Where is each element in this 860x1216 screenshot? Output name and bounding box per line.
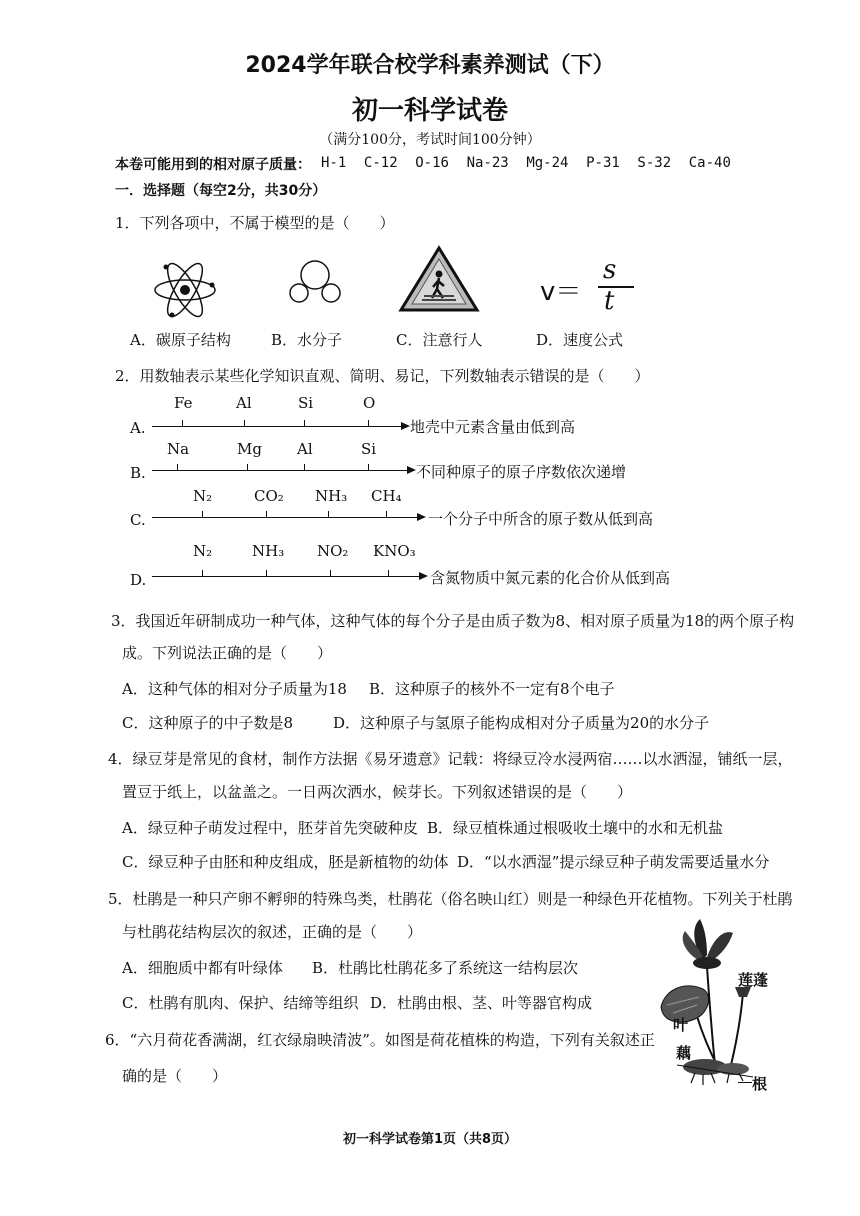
question-4-stem-line2: 置豆于纸上，以盆盖之。一日两次洒水，候芽长。下列叙述错误的是（ ）	[122, 783, 633, 801]
option-4a: A．绿豆种子萌发过程中，胚芽首先突破种皮	[122, 819, 418, 837]
axis-b-label: Mg	[237, 440, 262, 458]
option-5c: C．杜鹃有肌肉、保护、结缔等组织	[122, 994, 359, 1012]
carbon-atom-figure	[150, 255, 220, 325]
lotus-root-pointer	[738, 1082, 752, 1083]
pedestrian-warning-sign-figure	[398, 245, 480, 313]
question-4-stem-line1: 4．绿豆芽是常见的食材，制作方法据《易牙遗意》记载：将绿豆冷水浸两宿……以水洒湿，铺纸一层，	[108, 750, 793, 768]
axis-a-label: O	[363, 394, 376, 412]
option-5b: B．杜鹃比杜鹃花多了系统这一结构层次	[312, 959, 579, 977]
axis-a-label: Fe	[174, 394, 193, 412]
option-1b: B．水分子	[271, 331, 343, 349]
atomic-masses-label: 本卷可能用到的相对原子质量：	[115, 157, 311, 173]
atomic-mass: O-16	[415, 155, 449, 171]
question-3-stem-line1: 3．我国近年研制成功一种气体，这种气体的每个分子是由质子数为8、相对原子质量为18的两个原子构	[111, 612, 795, 630]
lotus-label-rhizome: 藕	[676, 1044, 692, 1062]
axis-c-label: CO₂	[254, 487, 284, 505]
section-heading: 一．选择题（每空2分，共30分）	[115, 183, 327, 199]
velocity-formula-numerator: s	[603, 255, 617, 285]
option-1d: D．速度公式	[536, 331, 624, 349]
option-3b: B．这种原子的核外不一定有8个电子	[369, 680, 615, 698]
option-3d: D．这种原子与氢原子能构成相对分子质量为20的水分子	[333, 714, 710, 732]
atomic-mass: Mg-24	[526, 155, 569, 171]
axis-d-label: N₂	[193, 542, 213, 560]
lotus-label-leaf: 叶	[673, 1016, 689, 1034]
exam-note: （满分100分，考试时间100分钟）	[319, 132, 541, 148]
option-1c: C．注意行人	[396, 331, 483, 349]
option-3a: A．这种气体的相对分子质量为18	[122, 680, 347, 698]
number-axis-c	[152, 517, 418, 518]
lotus-label-root: 根	[752, 1075, 768, 1093]
option-4d: D．“以水洒湿”提示绿豆种子萌发需要适量水分	[457, 853, 770, 871]
axis-b-label: Na	[167, 440, 190, 458]
number-axis-d	[152, 576, 420, 577]
option-1a: A．碳原子结构	[130, 331, 231, 349]
question-5-stem-line2: 与杜鹃花结构层次的叙述，正确的是（ ）	[122, 923, 423, 941]
axis-c-label: N₂	[193, 487, 213, 505]
axis-c-letter: C.	[130, 511, 146, 529]
number-axis-b	[152, 470, 408, 471]
option-5d: D．杜鹃由根、茎、叶等器官构成	[370, 994, 593, 1012]
axis-d-letter: D.	[130, 571, 147, 589]
axis-b-label: Si	[361, 440, 377, 458]
option-4c: C．绿豆种子由胚和种皮组成，胚是新植物的幼体	[122, 853, 449, 871]
axis-c-caption: 一个分子中所含的原子数从低到高	[428, 510, 654, 528]
question-6-stem-line2: 确的是（ ）	[122, 1067, 228, 1085]
axis-a-letter: A.	[130, 419, 146, 437]
axis-b-caption: 不同种原子的原子序数依次递增	[416, 463, 627, 481]
axis-a-label: Al	[236, 394, 252, 412]
axis-c-label: CH₄	[371, 487, 402, 505]
question-5-stem-line1: 5．杜鹃是一种只产卵不孵卵的特殊鸟类，杜鹃花（俗名映山红）则是一种绿色开花植物。下列关于杜鹃	[108, 890, 793, 908]
page-footer: 初一科学试卷第1页（共8页）	[342, 1132, 518, 1147]
atomic-mass: P-31	[586, 155, 620, 171]
question-2-stem: 2．用数轴表示某些化学知识直观、简明、易记，下列数轴表示错误的是（ ）	[115, 367, 650, 385]
axis-c-label: NH₃	[315, 487, 348, 505]
axis-d-label: NH₃	[252, 542, 285, 560]
axis-a-caption: 地壳中元素含量由低到高	[410, 418, 576, 436]
axis-d-label: KNO₃	[373, 542, 416, 560]
option-3c: C．这种原子的中子数是8	[122, 714, 294, 732]
number-axis-a	[152, 426, 402, 427]
atomic-masses-list	[321, 155, 731, 171]
atomic-mass: Ca-40	[688, 155, 731, 171]
atomic-mass: H-1	[321, 155, 347, 171]
option-4b: B．绿豆植株通过根吸收土壤中的水和无机盐	[427, 819, 724, 837]
lotus-label-seedpod: 莲蓬	[738, 971, 769, 989]
lotus-plant-figure	[655, 915, 775, 1087]
axis-a-label: Si	[298, 394, 314, 412]
option-5a: A．细胞质中都有叶绿体	[122, 959, 283, 977]
axis-d-caption: 含氮物质中氮元素的化合价从低到高	[430, 569, 671, 587]
question-3-stem-line2: 成。下列说法正确的是（ ）	[122, 644, 333, 662]
velocity-formula-lhs: v＝	[540, 277, 582, 307]
atomic-mass: C-12	[363, 155, 398, 171]
question-1-stem: 1．下列各项中，不属于模型的是（ ）	[115, 214, 395, 232]
exam-title: 2024学年联合校学科素养测试（下）	[245, 53, 615, 78]
axis-b-letter: B.	[130, 464, 146, 482]
exam-subtitle: 初一科学试卷	[351, 96, 508, 126]
water-molecule-figure	[285, 255, 345, 310]
axis-d-label: NO₂	[317, 542, 349, 560]
velocity-formula-denominator: t	[604, 286, 615, 316]
atomic-mass: Na-23	[466, 155, 509, 171]
axis-b-label: Al	[297, 440, 313, 458]
atomic-mass: S-32	[637, 155, 672, 171]
question-6-stem-line1: 6．“六月荷花香满湖，红衣绿扇映清波”。如图是荷花植株的构造，下列有关叙述正	[105, 1031, 655, 1049]
